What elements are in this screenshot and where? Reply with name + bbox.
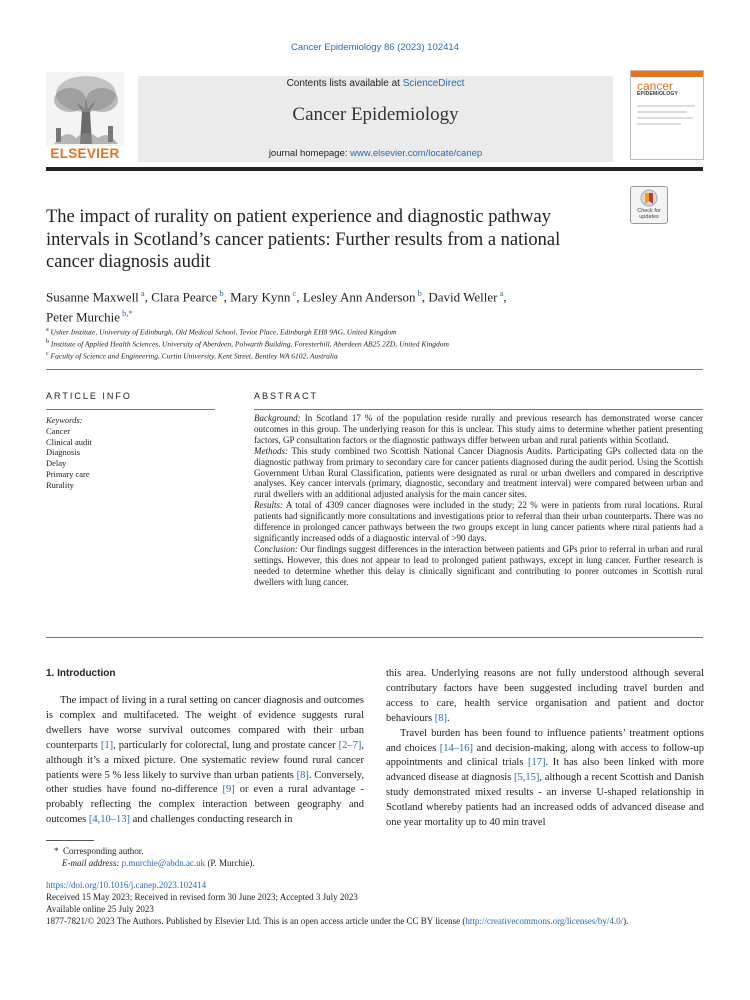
contents-prefix: Contents lists available at (286, 78, 403, 89)
abstract-section (254, 500, 703, 544)
body-text: . Conversely, other studies have found no-difference (46, 769, 364, 796)
keyword-list (46, 426, 92, 490)
reference-link[interactable]: [4,10–13] (88, 814, 130, 826)
paragraph (386, 727, 704, 831)
body-text: this area. Underlying reasons are not fully understood although several contributary factors have been suggested including travel burden and access to care, health service organisation and patient and doctor behaviours (386, 668, 704, 724)
journal-homepage-line (138, 148, 613, 159)
affiliation-b: $^b$ Institute of Applied Health Sciences, University of Aberdeen, Polwarth Building, Foresterhill, Aberdeen AB25 2ZD, United Kingdom (46, 339, 449, 349)
journal-cover-thumbnail (630, 70, 704, 160)
body-text: and challenges conducting research in (130, 814, 293, 826)
check-for-updates-button[interactable] (630, 186, 668, 224)
keyword-item: Clinical audit (46, 436, 93, 447)
author-name[interactable]: Peter Murchie (46, 309, 121, 325)
author-name[interactable]: Mary Kynn (230, 289, 291, 305)
available-online: Available online 25 July 2023 (46, 904, 154, 914)
keywords-label: Keywords: (46, 415, 83, 425)
abstract-section (254, 544, 703, 588)
reference-link[interactable]: [14–16] (439, 742, 473, 754)
doi-link[interactable]: https://doi.org/10.1016/j.canep.2023.102414 (46, 880, 207, 890)
article-info-rule (46, 409, 215, 410)
body-text: , particularly for colorectal, lung and prostate cancer (113, 739, 339, 751)
abstract-section-label: Background: (254, 413, 301, 423)
body-text: Travel burden has been found to influence patients’ treatment options and choices (386, 727, 704, 754)
author-affiliation-mark[interactable]: a (138, 288, 145, 298)
cover-ribbon (631, 71, 703, 77)
author-affiliation-mark[interactable]: b (415, 288, 422, 298)
reference-link[interactable]: [1] (100, 739, 114, 751)
abstract-section-text: A total of 4309 cancer diagnoses were included in the study; 22 % were in patients from rural locations. Rural patients had significantly more consultations and investigations prior to referral than their urban counterparts. There was no difference in prolonged cancer pathways between the two groups except in lung cancer patients where rural patients had a significantly increased odds of a diagnostic interval of >90 days. (254, 500, 703, 543)
abstract-section-label: Conclusion: (254, 543, 298, 554)
abstract-section-label: Results: (254, 500, 283, 511)
cover-title: cancer (637, 79, 674, 93)
body-text: , although a recent Scottish and Danish study demonstrated mixed results - an inverse U-shaped relationship in Scotland whereby patients had an increased odds of advanced disease and one year mortality up to 40 min travel (386, 772, 705, 829)
reference-link[interactable]: [8] (434, 712, 447, 724)
paragraph (386, 667, 704, 727)
bookmark-icon (631, 187, 667, 209)
body-text: and decision-making, along with access to follow-up appointments and clinical trials (386, 742, 704, 769)
reference-link[interactable]: [9] (222, 784, 235, 796)
abstract-section-text: This study combined two Scottish National Cancer Diagnosis Audits. Participating GPs collected data on the diagnostic pathway from primary to secondary care for cancer patients diagnosed during the audit period. Using the Scottish Government Urban Rural Classification, patients were designated as rural or urban dwellers and compared in descriptive analyses. Key cancer intervals (primary, diagnostic, secondary and treatment interval) were compared between urban and rural dwellers with an additional adjusted analysis for the main cancer sites. (254, 445, 703, 500)
article-info-heading: ARTICLE INFO (46, 391, 132, 401)
keyword-item: Rurality (46, 479, 74, 490)
body-text: . It has also been linked with more advanced disease at diagnosis (386, 757, 704, 784)
author-affiliation-mark[interactable]: b,* (120, 308, 133, 319)
author-list: Susanne Maxwell $^a$, Clara Pearce $^b$, Mary Kynn $^c$, Lesley Ann Anderson $^b$, David Weller $^a$, Peter Murchie $^{b,*}$ (46, 288, 507, 325)
email-link[interactable]: p.murchie@abdn.ac.uk (121, 858, 206, 868)
author-name[interactable]: David Weller (428, 289, 498, 305)
cover-stripe (637, 111, 687, 113)
body-column-left (46, 694, 364, 828)
keyword-item: Primary care (46, 468, 90, 479)
abstract-rule (254, 409, 703, 410)
reference-link[interactable]: [5,15] (514, 772, 540, 784)
paragraph (46, 694, 364, 828)
article-title: The impact of rurality on patient experience and diagnostic pathway intervals in Scotland’s cancer patients: Further results from a national cancer diagnosis audit (46, 207, 561, 272)
author-affiliation-mark[interactable]: a (497, 288, 504, 298)
homepage-prefix: journal homepage: (268, 148, 351, 159)
body-column-right (386, 667, 704, 831)
section-heading-introduction: 1. Introduction (46, 668, 116, 679)
received-dates: Received 15 May 2023; Received in revised form 30 June 2023; Accepted 3 July 2023 (46, 892, 358, 902)
journal-citation[interactable]: Cancer Epidemiology 86 (2023) 102414 (291, 42, 459, 53)
journal-title: Cancer Epidemiology (292, 104, 459, 125)
author-affiliation-mark[interactable]: b (217, 288, 224, 298)
reference-link[interactable]: [17] (528, 757, 546, 769)
abstract-section (254, 446, 703, 501)
license-line: 1877-7821/© 2023 The Authors. Published by Elsevier Ltd. This is an open access article under the CC BY license (http://creativecommons.org/licenses/by/4.0/). (46, 916, 629, 926)
reference-link[interactable]: [8] (296, 769, 309, 781)
affiliation-a: $^a$ Usher Institute, University of Edinburgh, Old Medical School, Teviot Place, Edinburgh EH8 9AG, United Kingdom (46, 327, 397, 337)
abstract-section-text: Our findings suggest differences in the interaction between patients and GPs prior to referral in urban and rural settings. However, this does not appear to lead to prolonged patient pathways, except in lung cancer. Further research is needed to determine whether this delay is clinically significant and contributing to poorer outcomes in Scottish rural dwellers with lung cancer. (254, 543, 703, 587)
contents-line (138, 78, 613, 89)
cover-stripe (637, 105, 695, 107)
keyword-item: Delay (46, 458, 67, 469)
abstract-heading: ABSTRACT (254, 391, 319, 401)
license-link[interactable]: http://creativecommons.org/licenses/by/4.0/ (465, 916, 624, 926)
footnote-email: E-mail address: p.murchie@abdn.ac.uk (P. Murchie). (62, 858, 255, 868)
reference-link[interactable]: [2–7] (338, 739, 362, 751)
author-name[interactable]: Lesley Ann Anderson (302, 289, 416, 305)
header-rule (46, 167, 703, 171)
keyword-item: Diagnosis (46, 447, 80, 458)
body-text: , although it’s a mixed picture. One systematic review found rural cancer patients were 5 % less likely to survive than urban patients (46, 739, 364, 781)
elsevier-wordmark: ELSEVIER (50, 146, 120, 161)
body-text: . (446, 712, 450, 724)
check-for-updates-label: Check for updates (637, 208, 661, 220)
footnote-rule (46, 840, 94, 841)
abstract-section (254, 413, 703, 446)
footnote-corresponding: * Corresponding author. (54, 846, 144, 856)
info-top-rule (46, 369, 703, 370)
abstract-section-label: Methods: (254, 445, 288, 456)
author-name[interactable]: Clara Pearce (151, 289, 218, 305)
keyword-item: Cancer (46, 426, 71, 436)
author-affiliation-mark[interactable]: c (290, 288, 297, 298)
tree-icon (46, 72, 124, 146)
body-text: or even a rural advantage - probably reflecting the complex interaction between geography and outcomes (46, 784, 364, 826)
cover-subtitle: EPIDEMIOLOGY (637, 91, 679, 97)
abstract-body (254, 413, 703, 588)
body-text: The impact of living in a rural setting on cancer diagnosis and outcomes is complex and multifaceted. The weight of evidence suggests rural dwellers have worse survival outcomes compared with their urban counterparts (46, 695, 364, 751)
author-name[interactable]: Susanne Maxwell (46, 289, 139, 305)
cover-stripe (637, 117, 693, 119)
cover-stripe (637, 123, 681, 125)
abstract-section-text: In Scotland 17 % of the population reside rurally and previous research has demonstrated worse cancer outcomes in this group. The underlying reason for this is unclear. This study aims to determine whether patient presenting factors, GP consultation factors or the diagnostic pathways differ between urban and rural patients within Scotland. (254, 413, 703, 445)
abstract-bottom-rule (46, 637, 703, 638)
affiliation-c: $^c$ Faculty of Science and Engineering, Curtin University, Kent Street, Bentley WA 6102, Australia (46, 351, 338, 361)
homepage-link[interactable]: www.elsevier.com/locate/canep (350, 148, 483, 159)
sciencedirect-link[interactable]: ScienceDirect (402, 78, 465, 89)
